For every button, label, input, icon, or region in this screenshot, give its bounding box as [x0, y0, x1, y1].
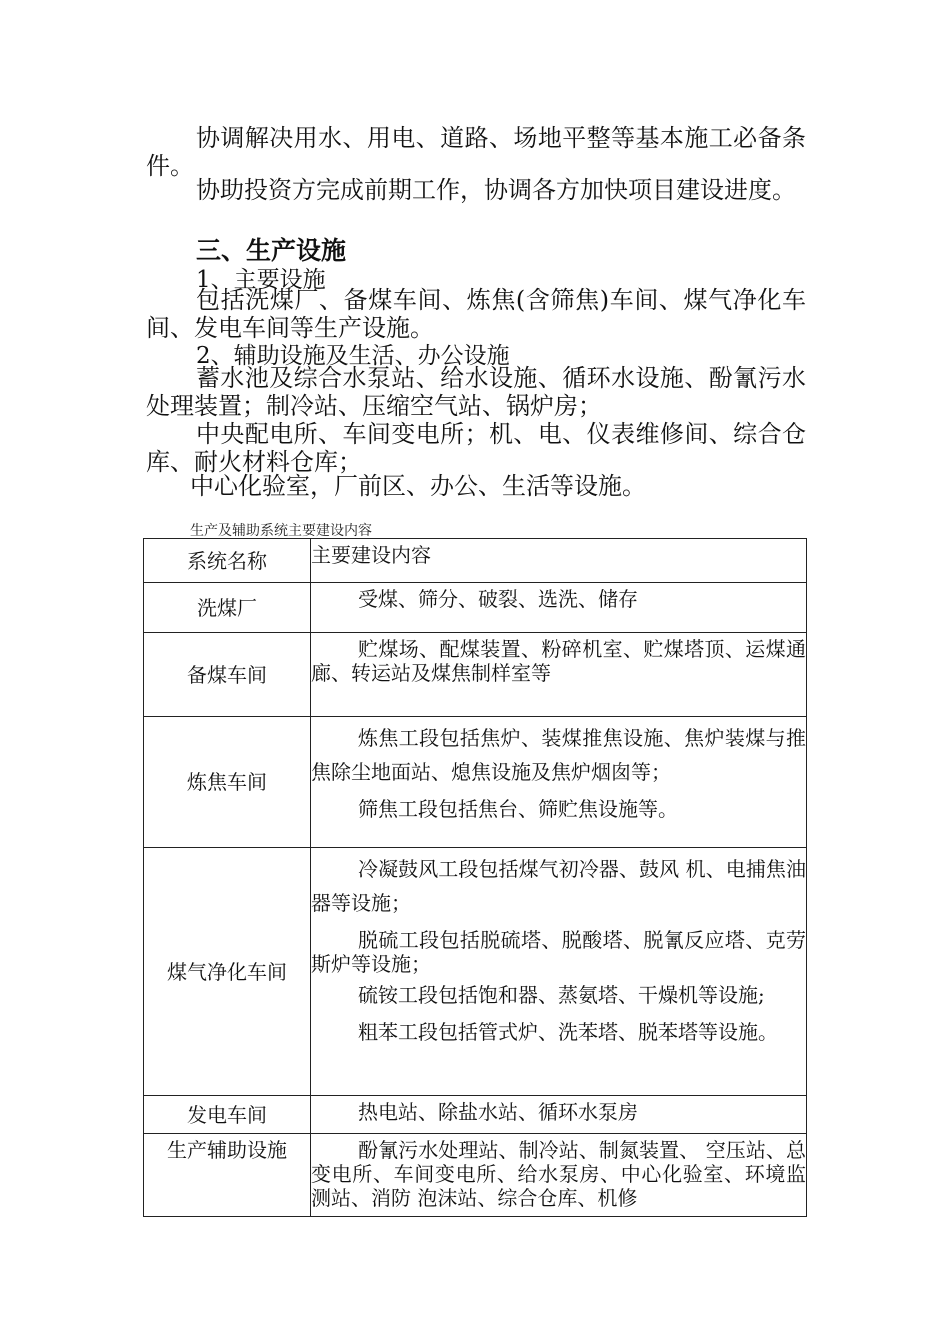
row-content-line: 硫铵工段包括饱和器、蒸氨塔、干燥机等设施;: [358, 983, 765, 1007]
row-name: 洗煤厂: [144, 583, 311, 633]
row-name: 生产辅助设施: [144, 1134, 311, 1217]
row-content-line: 冷凝鼓风工段包括煤气初冷器、鼓风 机、电捕焦油器等设施；: [311, 857, 806, 915]
paragraph-main-facilities: 包括洗煤厂、备煤车间、炼焦(含筛焦)车间、煤气净化车间、发电车间等生产设施。: [146, 286, 806, 342]
subsection-auxiliary-facilities: 2、辅助设施及生活、办公设施: [196, 343, 510, 369]
row-content-line: 热电站、除盐水站、循环水泵房: [358, 1100, 638, 1124]
section-title: 三、生产设施: [196, 236, 347, 265]
paragraph-auxiliary-1: 蓄水池及综合水泵站、给水设施、循环水设施、酚氰污水处理装置；制冷站、压缩空气站、锅炉房；: [146, 364, 806, 420]
row-name: 炼焦车间: [144, 717, 311, 848]
construction-table: [143, 538, 807, 1217]
table-row: [144, 848, 807, 1096]
paragraph-auxiliary-2: 中央配电所、车间变电所；机、电、仪表维修间、综合仓库、耐火材料仓库；: [146, 420, 806, 476]
paragraph-investment: 协助投资方完成前期工作，协调各方加快项目建设进度。: [196, 176, 796, 204]
row-content-line: 炼焦工段包括焦炉、装煤推焦设施、焦炉装煤与推焦除尘地面站、熄焦设施及焦炉烟囱等；: [311, 726, 806, 784]
table-header-row: [144, 539, 807, 583]
table-row: [144, 1134, 807, 1217]
table-row: [144, 633, 807, 717]
table-row: [144, 583, 807, 633]
paragraph-infrastructure: 协调解决用水、用电、道路、场地平整等基本施工必备条件。: [146, 124, 806, 180]
row-content-line: 脱硫工段包括脱硫塔、脱酸塔、脱氰反应塔、克劳斯炉等设施；: [311, 928, 806, 976]
paragraph-auxiliary-3: 中心化验室，厂前区、办公、生活等设施。: [190, 472, 646, 500]
table-caption: 生产及辅助系统主要建设内容: [190, 523, 372, 539]
row-content-line: 筛焦工段包括焦台、筛贮焦设施等。: [358, 797, 678, 821]
row-content-line: 粗苯工段包括管式炉、洗苯塔、脱苯塔等设施。: [358, 1020, 778, 1044]
row-content-line: 贮煤场、配煤装置、粉碎机室、贮煤塔顶、运煤通廊、转运站及煤焦制样室等: [311, 637, 806, 685]
row-name: 煤气净化车间: [144, 848, 311, 1096]
row-content-line: 受煤、筛分、破裂、选洗、储存: [358, 587, 638, 611]
header-main-content: 主要建设内容: [311, 539, 807, 583]
table-row: [144, 717, 807, 848]
subsection-main-facilities: 1、主要设施: [196, 267, 326, 293]
row-content-line: 酚氰污水处理站、制冷站、制氮装置、 空压站、总变电所、车间变电所、给水泵房、中心化验室、环境监测站、消防 泡沫站、综合仓库、机修: [311, 1138, 806, 1210]
header-system-name: 系统名称: [144, 539, 311, 583]
row-name: 发电车间: [144, 1096, 311, 1134]
table-row: [144, 1096, 807, 1134]
row-name: 备煤车间: [144, 633, 311, 717]
